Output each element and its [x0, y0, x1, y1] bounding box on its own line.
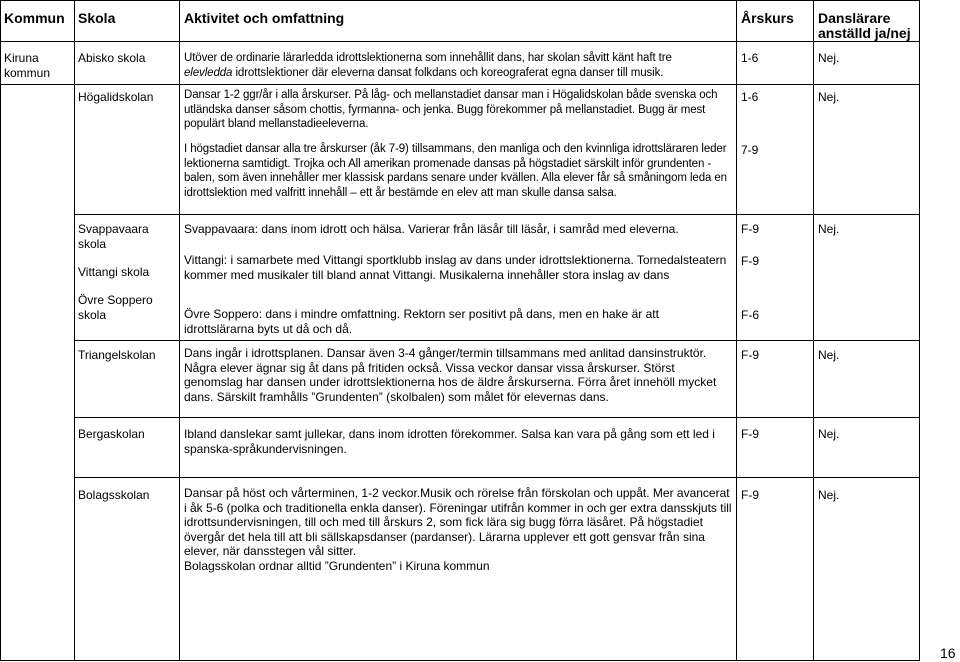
activity-bolags-main: Dansar på höst och vårterminen, 1-2 veckor.Musik och rörelse från förskolan och uppåt. Mer avancerat i åk 5-6 (polka och traditionella enkla danser). Föreningar utifrån kommer in och ger extra dansskjuts till idrottsundervisningen, till och med till årskurs 2, som fick lära sig bugg förra läsåret. På högstadiet övergår det hela till att bli sällskapsdanser (pardanser). Lärarna upplever ett gott gensvar från sina elever, när dansstegen vål sitter.: [184, 486, 732, 558]
header-danslarare-sub: anställd ja/nej: [818, 25, 911, 41]
school-triangel: Triangelskolan: [78, 348, 156, 362]
grade-svappavaara: F-9: [741, 222, 759, 236]
employed-berga: Nej.: [818, 427, 840, 441]
activity-abisko-emphasis: elevledda: [184, 66, 233, 79]
grade-ovre: F-6: [741, 308, 759, 322]
school-hogalid: Högalidskolan: [78, 90, 154, 104]
activity-ovre: Övre Soppero: dans i mindre omfattning. Rektorn ser positivt på dans, men en hake är att idrottslärarna byts ut då och då.: [184, 307, 659, 336]
header-skola: Skola: [78, 10, 116, 26]
activity-berga: Ibland danslekar samt jullekar, dans inom idrotten förekommer. Salsa kan vara på gång som ett led i spanska-språkundervisningen.: [184, 427, 715, 456]
activity-bolags: [184, 486, 734, 573]
employed-bolags: Nej.: [818, 488, 840, 502]
school-ovre: Övre Soppero skola: [78, 293, 153, 322]
school-bolags: Bolagsskolan: [78, 488, 150, 502]
header-kommun: Kommun: [4, 10, 65, 26]
activity-hogalid-upper: I högstadiet dansar alla tre årskurser (åk 7-9) tillsammans, den manliga och den kvinnliga idrottsläraren leder lektionerna samtidigt. Trojka och All amerikan promenade dansas på högstadiet särskilt inför grundenten - balen, som även innehåller mer klassisk pardans senare under kvällen. Alla elever får så småningom leda en idrottslektion med valfritt innehåll – ett år bestämde en elev att man skulle dansa salsa.: [184, 143, 727, 199]
grade-bolags: F-9: [741, 488, 759, 502]
school-abisko: Abisko skola: [78, 51, 146, 65]
header-arskurs: Årskurs: [741, 10, 794, 26]
activity-triangel: Dans ingår i idrottsplanen. Dansar även 3-4 gånger/termin tillsammans med anlitad dansinstruktör. Några elever ägnar sig åt dans på fritiden också. Vissa veckor dansar vissa årskurser. Störst genomslag har dansen under idrottslektionerna hos de äldre årskurserna. Förra året innehöll mycket dans. Särskilt framhålls ”Grundenten” (skolbalen) som målet för elevernas dans.: [184, 346, 717, 404]
employed-abisko: Nej.: [818, 51, 840, 65]
header-aktivitet: Aktivitet och omfattning: [184, 10, 345, 26]
employed-triangel: Nej.: [818, 348, 840, 362]
grade-vittangi: F-9: [741, 254, 759, 268]
header-danslarare: Danslärare: [818, 10, 891, 26]
activity-svappavaara: Svappavaara: dans inom idrott och hälsa. Varierar från läsår till läsår, i samråd med eleverna.: [184, 222, 679, 236]
grade-berga: F-9: [741, 427, 759, 441]
grade-hogalid-upper: 7-9: [741, 143, 759, 157]
grade-abisko: 1-6: [741, 51, 759, 65]
activity-abisko-line2: idrottslektioner där eleverna dansat folkdans och koreograferat egna danser till musik.: [235, 66, 664, 79]
school-svappavaara: Svappavaara skola: [78, 222, 149, 251]
activity-vittangi: Vittangi: i samarbete med Vittangi sportklubb inslag av dans under idrottslektionerna. Tornedalsteatern kommer med musikaler till bland annat Vittangi. Musikalerna innehåller stora inslag av dans: [184, 253, 727, 282]
activity-abisko-line1: Utöver de ordinarie lärarledda idrottslektionerna som innehållit dans, har skolan såvitt känt haft tre: [184, 52, 672, 64]
school-berga: Bergaskolan: [78, 427, 145, 441]
page-number: 16: [940, 645, 956, 661]
activity-abisko: [184, 51, 734, 80]
grade-triangel: F-9: [741, 348, 759, 362]
school-vittangi: Vittangi skola: [78, 265, 150, 279]
kommun-name: Kiruna kommun: [4, 51, 51, 80]
employed-hogalid: Nej.: [818, 90, 840, 104]
activity-bolags-grundenten: Bolagsskolan ordnar alltid ”Grundenten” i Kiruna kommun: [184, 558, 490, 573]
activity-hogalid-lower: Dansar 1-2 ggr/år i alla årskurser. På låg- och mellanstadiet dansar man i Högalidskolan både svenska och utländska danser såsom chottis, fyrmanna- och jenka. Bugg förekommer på mellanstadiet. Bugg är mest populärt bland mellanstadieeleverna.: [184, 89, 718, 130]
grade-hogalid-lower: 1-6: [741, 90, 759, 104]
employed-svappavaara: Nej.: [818, 222, 840, 236]
